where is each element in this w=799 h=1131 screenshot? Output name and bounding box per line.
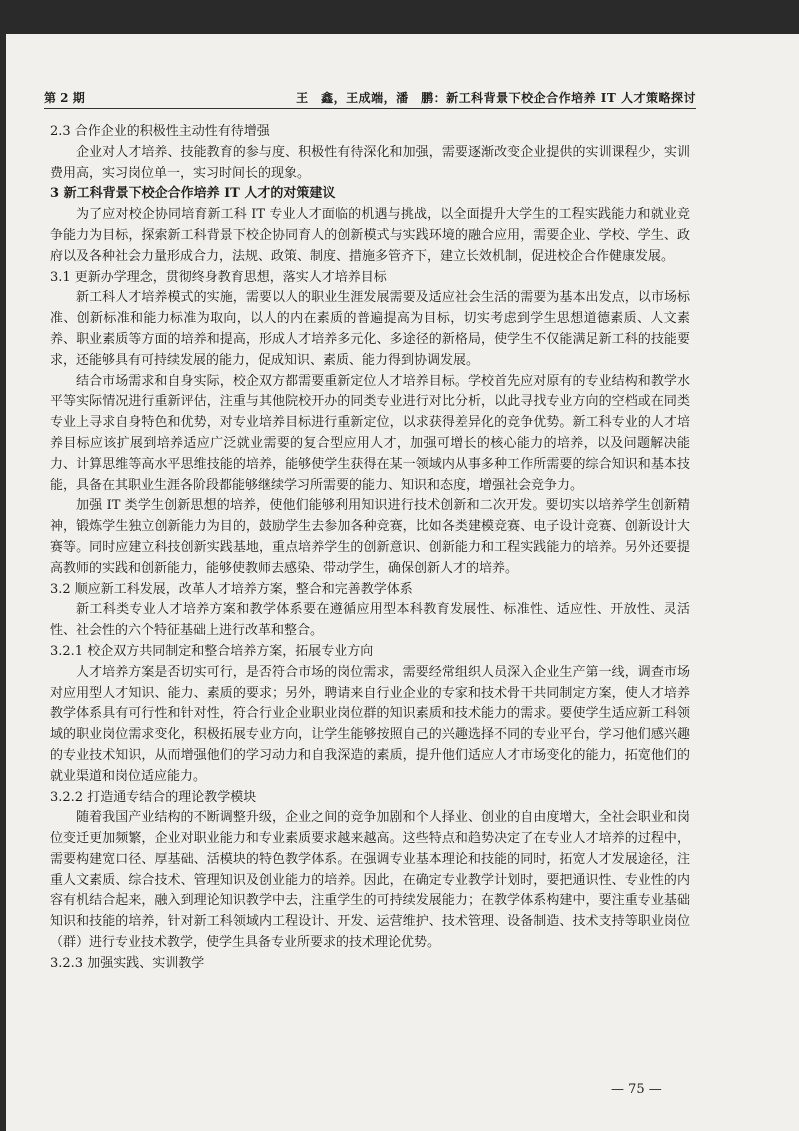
subsection-heading: 3.2.2 打造通专结合的理论教学模块	[50, 789, 257, 805]
paragraph: 随着我国产业结构的不断调整升级，企业之间的竞争加剧和个人择业、创业的自由度增大，全社会职业和岗位变迁更加频繁，企业对职业能力和专业素质要求越来越高。这些特点和趋势决定了在专业人才培养的过程中，需要构建宽口径、厚基础、活模块的特色教学体系。在强调专业基本理论和技能的同时，拓宽人才发展途径，注重人文素质、综合技术、管理知识及创业能力的培养。因此，在确定专业教学计划时，要把通识性、专业性的内容有机结合起来，融入到理论知识教学中去，注重学生的可持续发展能力；在教学体系构建中，要注重专业基础知识和技能的培养，针对新工科领域内工程设计、开发、运营维护、技术管理、设备制造、技术支持等职业岗位（群）进行专业技术教学，使学生具备专业所要求的技术理论优势。	[50, 810, 690, 951]
page-number: — 75 —	[611, 1082, 662, 1097]
paragraph: 结合市场需求和自身实际，校企双方都需要重新定位人才培养目标。学校首先应对原有的专业结构和教学水平等实际情况进行重新评估，注重与其他院校开办的同类专业进行对比分析，以此寻找专业方向的空档或在同类专业上寻求自身特色和优势，对专业培养目标进行重新定位，以求获得差异化的竞争优势。新工科专业的人才培养目标应该扩展到培养适应广泛就业需要的复合型应用人才，加强可增长的核心能力的培养，以及问题解决能力、计算思维等高水平思维技能的培养，能够使学生获得在某一领域内从事多种工作所需要的综合知识和基本技能，具备在其职业生涯各阶段都能够继续学习所需要的能力、知识和态度，增强社会竞争力。	[50, 373, 690, 493]
paragraph: 加强 IT 类学生创新思想的培养，使他们能够利用知识进行技术创新和二次开发。要切实以培养学生创新精神，锻炼学生独立创新能力为目的，鼓励学生去参加各种竞赛，比如各类建模竞赛、电子设计竞赛、创新设计大赛等。同时应建立科技创新实践基地，重点培养学生的创新意识、创新能力和工程实践能力的培养。另外还要提高教师的实践和创新能力，能够使教师去感染、带动学生，确保创新人才的培养。	[50, 498, 690, 576]
section-heading: 2.3 合作企业的积极性主动性有待增强	[50, 124, 270, 139]
paper-page	[6, 34, 799, 1131]
section-heading: 3.2 顺应新工科发展，改革人才培养方案，整合和完善教学体系	[50, 581, 413, 597]
subsection-heading: 3.2.1 校企双方共同制定和整合培养方案，拓展专业方向	[50, 643, 374, 659]
section-heading: 3.1 更新办学理念，贯彻终身教育思想，落实人才培养目标	[50, 269, 387, 285]
body-text	[50, 122, 690, 975]
running-title: 王 鑫，王成端，潘 鹏：新工科背景下校企合作培养 IT 人才策略探讨	[296, 91, 696, 105]
running-header	[44, 86, 696, 109]
section-heading-main: 3 新工科背景下校企合作培养 IT 人才的对策建议	[50, 186, 336, 202]
paragraph: 企业对人才培养、技能教育的参与度、积极性有待深化和加强，需要逐渐改变企业提供的实训课程少，实训费用高，实习岗位单一，实习时间长的现象。	[50, 144, 690, 181]
paragraph: 新工科人才培养模式的实施，需要以人的职业生涯发展需要及适应社会生活的需要为基本出发点，以市场标准、创新标准和能力标准为取向，以人的内在素质的普遍提高为目标，切实考虑到学生思想道德素质、人文素养、职业素质等方面的培养和提高，形成人才培养多元化、多途径的新格局，使学生不仅能满足新工科的技能要求，还能够具有可持续发展的能力，促成知识、素质、能力得到协调发展。	[50, 290, 690, 368]
subsection-heading: 3.2.3 加强实践、实训教学	[50, 955, 205, 971]
paragraph: 人才培养方案是否切实可行，是否符合市场的岗位需求，需要经常组织人员深入企业生产第一线，调查市场对应用型人才知识、能力、素质的要求；另外，聘请来自行业企业的专家和技术骨干共同制定方案，使人才培养教学体系具有可行性和针对性，符合行业企业职业岗位群的知识素质和技术能力的需求。要使学生适应新工科领域的职业岗位需求变化，积极拓展专业方向，让学生能够按照自己的兴趣选择不同的专业平台，学习他们感兴趣的专业技术知识，从而增强他们的学习动力和自我深造的素质，提升他们适应人才市场变化的能力，拓宽他们的就业渠道和岗位适应能力。	[50, 664, 690, 784]
issue-label: 第 2 期	[44, 91, 85, 105]
paragraph: 为了应对校企协同培育新工科 IT 专业人才面临的机遇与挑战，以全面提升大学生的工程实践能力和就业竞争能力为目标，探索新工科背景下校企协同育人的创新模式与实践环境的融合应用，需要企业、学校、学生、政府以及各种社会力量形成合力，法规、政策、制度、措施多管齐下，建立长效机制，促进校企合作健康发展。	[50, 207, 690, 264]
paragraph: 新工科类专业人才培养方案和教学体系要在遵循应用型本科教育发展性、标准性、适应性、开放性、灵活性、社会性的六个特征基础上进行改革和整合。	[50, 602, 690, 639]
